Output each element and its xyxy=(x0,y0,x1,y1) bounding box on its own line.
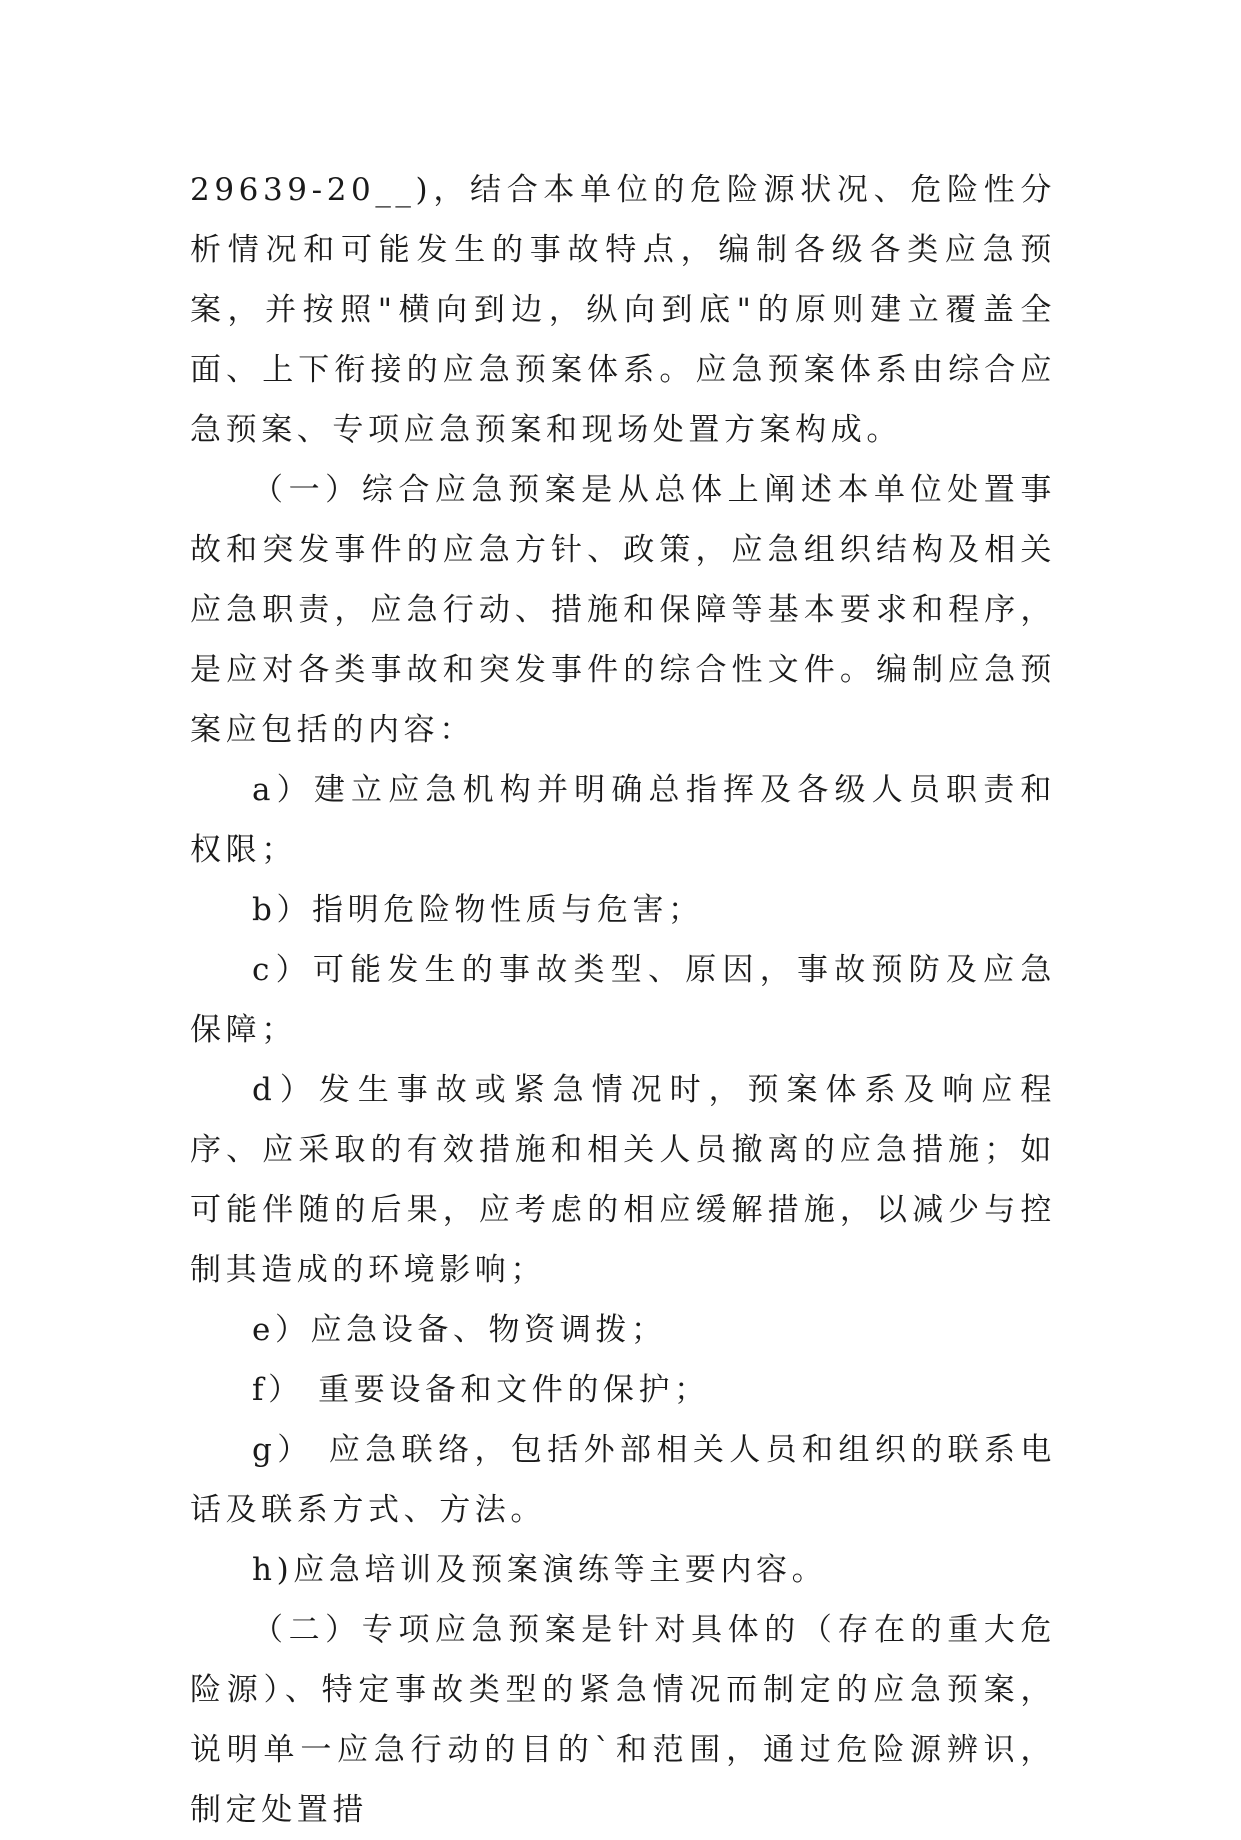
list-item-d: d）发生事故或紧急情况时，预案体系及响应程序、应采取的有效措施和相关人员撤离的应急措施；如可能伴随的后果，应考虑的相应缓解措施，以减少与控制其造成的环境影响； xyxy=(190,1072,1056,1288)
list-item-c: c）可能发生的事故类型、原因，事故预防及应急保障； xyxy=(190,952,1056,1048)
paragraph-special-plan: （二）专项应急预案是针对具体的（存在的重大危险源）、特定事故类型的紧急情况而制定的应急预案，说明单一应急行动的目的`和范围，通过危险源辨识，制定处置措 xyxy=(190,1612,1056,1828)
list-item-e: e）应急设备、物资调拨； xyxy=(252,1312,667,1348)
list-item-b: b）指明危险物性质与危害； xyxy=(252,892,704,928)
list-item-h: h)应急培训及预案演练等主要内容。 xyxy=(252,1552,828,1588)
paragraph-intro: 29639-20__)，结合本单位的危险源状况、危险性分析情况和可能发生的事故特点，编制各级各类应急预案，并按照"横向到边，纵向到底"的原则建立覆盖全面、上下衔接的应急预案体系。应急预案体系由综合应急预案、专项应急预案和现场处置方案构成。 xyxy=(190,172,1056,448)
list-item-a: a）建立应急机构并明确总指挥及各级人员职责和权限； xyxy=(190,772,1056,868)
list-item-f: f） 重要设备和文件的保护； xyxy=(252,1372,710,1408)
list-item-g: g） 应急联络，包括外部相关人员和组织的联系电话及联系方式、方法。 xyxy=(190,1432,1056,1528)
paragraph-comprehensive-plan: （一）综合应急预案是从总体上阐述本单位处置事故和突发事件的应急方针、政策，应急组织结构及相关应急职责，应急行动、措施和保障等基本要求和程序，是应对各类事故和突发事件的综合性文件。编制应急预案应包括的内容： xyxy=(190,472,1056,748)
document-body xyxy=(190,160,1056,1840)
